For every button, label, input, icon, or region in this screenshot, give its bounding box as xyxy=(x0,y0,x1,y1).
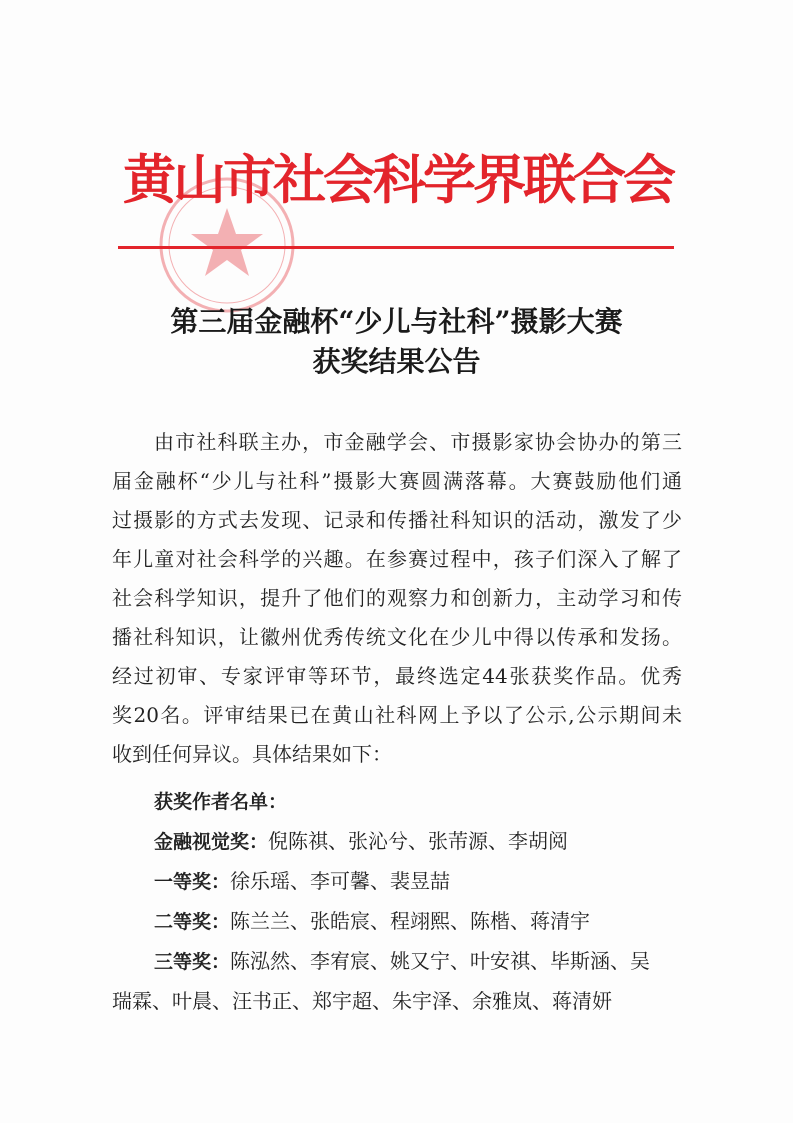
award-names: 陈兰兰、张皓宸、程翊熙、陈楷、蒋清宇 xyxy=(230,909,591,933)
award-label: 一等奖： xyxy=(154,871,231,893)
notice-title-line-1: 第三届金融杯“少儿与社科”摄影大赛 xyxy=(170,305,623,338)
award-category-second-prize xyxy=(154,906,682,937)
award-category-first-prize xyxy=(154,866,682,897)
award-category-finance-vision xyxy=(154,826,682,857)
award-third-prize-continuation: 瑞霖、叶晨、汪书正、郑宇超、朱宇泽、余雅岚、蒋清妍 xyxy=(112,989,612,1013)
body-line-1: 由市社科联主办，市金融学会、市摄影家协会协办的第三 xyxy=(154,430,682,454)
body-line-2: 届金融杯“少儿与社科”摄影大赛圆满落幕。大赛鼓励他们通 xyxy=(112,469,682,493)
body-line-9: 收到任何异议。具体结果如下： xyxy=(112,742,392,766)
letterhead-red-rule xyxy=(118,246,674,249)
letterhead-org-name: 黄山市社会科学界联合会 xyxy=(123,149,673,211)
award-names: 倪陈祺、张沁兮、张芾源、李胡阅 xyxy=(268,829,569,853)
awards-heading-label: 获奖作者名单： xyxy=(154,791,288,813)
body-line-5: 社会科学知识，提升了他们的观察力和创新力，主动学习和传 xyxy=(112,586,682,610)
award-label: 金融视觉奖： xyxy=(154,831,269,853)
body-line-4: 年儿童对社会科学的兴趣。在参赛过程中，孩子们深入了解了 xyxy=(112,547,682,571)
body-line-6: 播社科知识，让徽州优秀传统文化在少儿中得以传承和发扬。 xyxy=(112,625,682,649)
award-category-third-prize xyxy=(154,946,682,977)
award-names: 徐乐瑶、李可馨、裴昱喆 xyxy=(230,869,451,893)
body-line-3: 过摄影的方式去发现、记录和传播社科知识的活动，激发了少 xyxy=(112,508,682,532)
body-line-8: 奖20名。评审结果已在黄山社科网上予以了公示,公示期间未 xyxy=(112,703,682,727)
awards-heading xyxy=(154,786,682,817)
body-line-7: 经过初审、专家评审等环节，最终选定44张获奖作品。优秀 xyxy=(112,664,682,688)
notice-title-line-2: 获奖结果公告 xyxy=(312,345,481,378)
award-label: 二等奖： xyxy=(154,911,231,933)
award-label: 三等奖： xyxy=(154,951,231,973)
award-names: 陈泓然、李宥宸、姚又宁、叶安祺、毕斯涵、吴 xyxy=(230,949,651,973)
